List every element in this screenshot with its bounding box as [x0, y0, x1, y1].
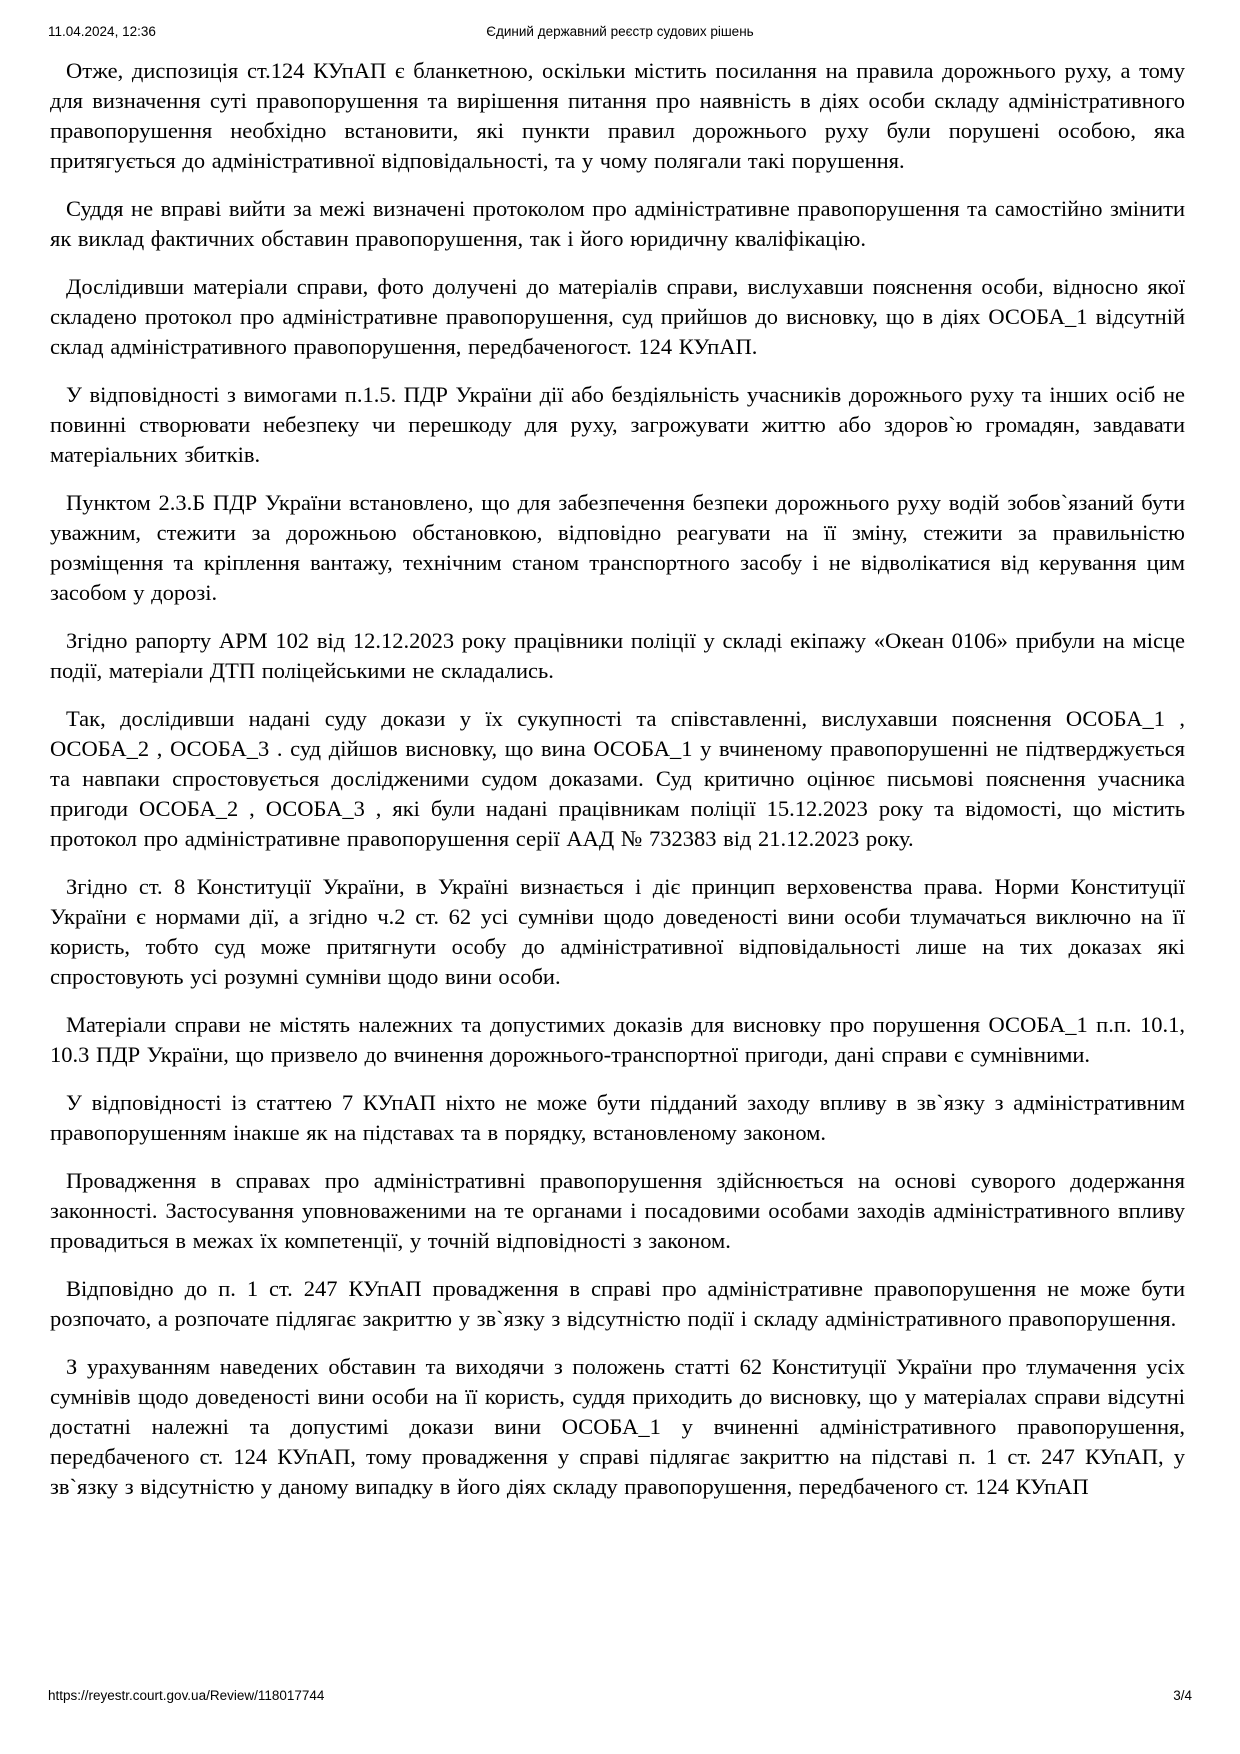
paragraph-legality-principle: Провадження в справах про адміністративні правопорушення здійснюється на основі суворого додержання законності. Застосування уповноваженими на те органами і посадовими особами заходів адміністративного впливу провадиться в межах їх компетенції, у точній відповідності з законом.: [50, 1168, 1185, 1253]
print-header: [48, 24, 1192, 42]
print-datetime: 11.04.2024, 12:36: [48, 24, 156, 39]
paragraph-disposition-st124: Отже, диспозиція ст.124 КУпАП є бланкетною, оскільки містить посилання на правила дорожнього руху, а тому для визначення суті правопорушення та вирішення питання про наявність в діях особи складу адміністративного правопорушення необхідно встановити, які пункти правил дорожнього руху були порушені особою, яка притягується до адміністративної відповідальності, та у чому полягали такі порушення.: [50, 58, 1185, 173]
page-number: 3/4: [1173, 1688, 1192, 1703]
print-footer: [48, 1688, 1192, 1706]
paragraph-pdr-1-5: У відповідності з вимогами п.1.5. ПДР України дії або бездіяльність учасників дорожнього руху та інших осіб не повинні створювати небезпеку чи перешкоду для руху, загрожувати життю або здоров`ю громадян, завдавати матеріальних збитків.: [50, 382, 1185, 467]
paragraph-evidence-assessment: Так, дослідивши надані суду докази у їх сукупності та співставленні, вислухавши пояснення ОСОБА_1 , ОСОБА_2 , ОСОБА_3 . суд дійшов висновку, що вина ОСОБА_1 у вчиненому правопорушенні не підтверджується та навпаки спростовується дослідженими судом доказами. Суд критично оцінює письмові пояснення учасника пригоди ОСОБА_2 , ОСОБА_3 , які були надані працівникам поліції 15.12.2023 року та відомості, що містить протокол про адміністративне правопорушення серії ААД № 732383 від 21.12.2023 року.: [50, 706, 1185, 851]
registry-title: Єдиний державний реєстр судових рішень: [486, 24, 754, 39]
paragraph-pdr-2-3b: Пунктом 2.3.Б ПДР України встановлено, що для забезпечення безпеки дорожнього руху водій зобов`язаний бути уважним, стежити за дорожньою обстановкою, відповідно реагувати на її зміну, стежити за правильністю розміщення та кріплення вантажу, технічним станом транспортного засобу і не відволікатися від керування цим засобом у дорозі.: [50, 490, 1185, 605]
paragraph-conclusion: З урахуванням наведених обставин та виходячи з положень статті 62 Конституції України про тлумачення усіх сумнівів щодо доведеності вини особи на її користь, суддя приходить до висновку, що у матеріалах справи відсутні достатні належні та допустимі докази вини ОСОБА_1 у вчиненні адміністративного правопорушення, передбаченого ст. 124 КУпАП, тому провадження у справі підлягає закриттю на підставі п. 1 ст. 247 КУпАП, у зв`язку з відсутністю у даному випадку в його діях складу правопорушення, передбаченого ст. 124 КУпАП: [50, 1354, 1185, 1499]
paragraph-insufficient-proof: Матеріали справи не містять належних та допустимих доказів для висновку про порушення ОСОБА_1 п.п. 10.1, 10.3 ПДР України, що призвело до вчинення дорожнього-транспортної пригоди, дані справи є сумнівними.: [50, 1012, 1185, 1067]
paragraph-constitution-art8: Згідно ст. 8 Конституції України, в Україні визнається і діє принцип верховенства права. Норми Конституції України є нормами дії, а згідно ч.2 ст. 62 усі сумніви щодо доведеності вини особи тлумачаться виключно на її користь, тобто суд може притягнути особу до адміністративної відповідальності лише на тих доказах які спростовують усі розумні сумніви щодо вини особи.: [50, 874, 1185, 989]
paragraph-kupap-art7: У відповідності із статтею 7 КУпАП ніхто не може бути підданий заходу впливу в зв`язку з адміністративним правопорушенням інакше як на підставах та в порядку, встановленому законом.: [50, 1090, 1185, 1145]
paragraph-judge-limits: Суддя не вправі вийти за межі визначені протоколом про адміністративне правопорушення та самостійно змінити як виклад фактичних обставин правопорушення, так і його юридичну кваліфікацію.: [50, 196, 1185, 251]
court-decision-text: [50, 56, 1185, 1502]
paragraph-case-materials: Дослідивши матеріали справи, фото долучені до матеріалів справи, вислухавши пояснення особи, відносно якої складено протокол про адміністративне правопорушення, суд прийшов до висновку, що в діях ОСОБА_1 відсутній склад адміністративного правопорушення, передбаченогост. 124 КУпАП.: [50, 274, 1185, 359]
paragraph-police-report: Згідно рапорту АРМ 102 від 12.12.2023 року працівники поліції у складі екіпажу «Океан 0106» прибули на місце події, матеріали ДТП поліцейськими не складались.: [50, 628, 1185, 683]
document-url: https://reyestr.court.gov.ua/Review/118017744: [48, 1688, 325, 1703]
paragraph-kupap-art247: Відповідно до п. 1 ст. 247 КУпАП провадження в справі про адміністративне правопорушення не може бути розпочато, а розпочате підлягає закриттю у зв`язку з відсутністю події і складу адміністративного правопорушення.: [50, 1276, 1185, 1331]
